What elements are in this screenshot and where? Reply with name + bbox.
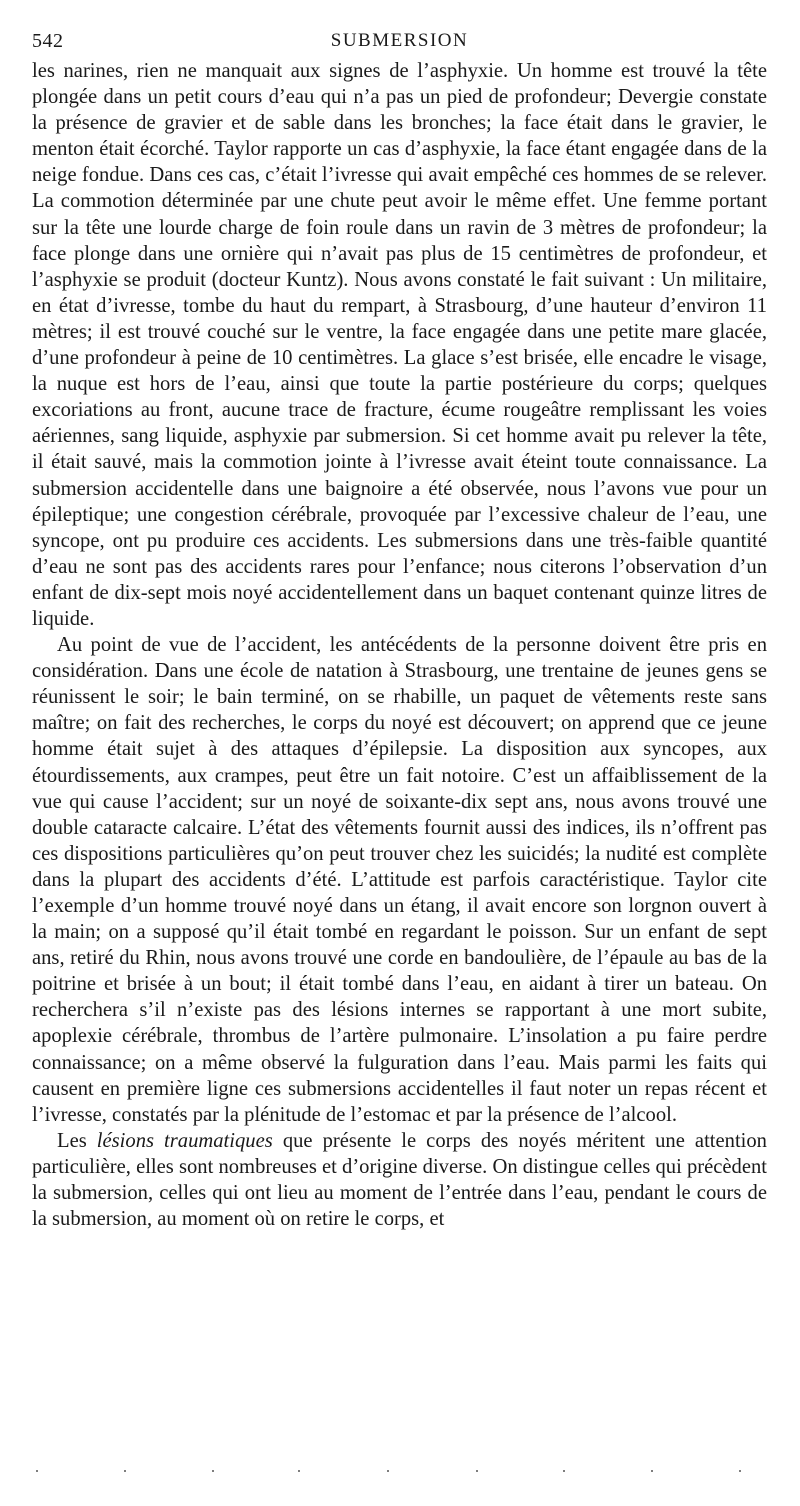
paragraph-3-lead: Les: [57, 1129, 87, 1152]
scan-speck: [739, 1470, 741, 1472]
running-head: [32, 28, 767, 58]
scan-speck: [651, 1470, 653, 1472]
book-page: [32, 28, 767, 1232]
scan-specks: [36, 1468, 766, 1474]
paragraph-3-rest: que présente le corps des noyés méritent une attention particulière, elles sont nombreuses et d’origine diverse. On distingue celles qui précèdent la submersion, celles qui ont lieu au moment de l’entrée dans l’eau, pendant le cours de la submersion, au moment où on retire le corps, et: [32, 1129, 767, 1231]
scan-speck: [387, 1470, 389, 1472]
paragraph-3: [32, 1128, 767, 1232]
scan-speck: [212, 1470, 214, 1472]
paragraph-3-italic: lésions traumatiques: [96, 1129, 273, 1152]
scan-speck: [298, 1470, 300, 1472]
page-number: 542: [32, 30, 64, 52]
scan-speck: [476, 1470, 478, 1472]
paragraph-1: les narines, rien ne manquait aux signes de l’asphyxie. Un homme est trouvé la tête plongée dans un petit cours d’eau qui n’a pas un pied de profondeur; Devergie constate la présence de gravier et de sable dans les bronches; la face était dans le gravier, le menton était écorché. Taylor rapporte un cas d’asphyxie, la face étant engagée dans de la neige fondue. Dans ces cas, c’était l’ivresse qui avait empêché ces hommes de se relever. La commotion déterminée par une chute peut avoir le même effet. Une femme portant sur la tête une lourde charge de foin roule dans un ravin de 3 mètres de profondeur; la face plonge dans une ornière qui n’avait pas plus de 15 centimètres de profondeur, et l’asphyxie se produit (docteur Kuntz). Nous avons constaté le fait suivant : Un militaire, en état d’ivresse, tombe du haut du rempart, à Strasbourg, d’une hauteur d’environ 11 mètres; il est trouvé couché sur le ventre, la face engagée dans une petite mare glacée, d’une profondeur à peine de 10 centimètres. La glace s’est brisée, elle encadre le visage, la nuque est hors de l’eau, ainsi que toute la partie postérieure du corps; quelques excoriations au front, aucune trace de fracture, écume rougeâtre remplissant les voies aériennes, sang liquide, asphyxie par submersion. Si cet homme avait pu relever la tête, il était sauvé, mais la commotion jointe à l’ivresse avait éteint toute connaissance. La submersion accidentelle dans une baignoire a été observée, nous l’avons vue pour un épileptique; une congestion cérébrale, provoquée par l’excessive chaleur de l’eau, une syncope, ont pu produire ces accidents. Les submersions dans une très-faible quantité d’eau ne sont pas des accidents rares pour l’enfance; nous citerons l’observation d’un enfant de dix-sept mois noyé accidentellement dans un baquet contenant quinze litres de liquide.: [32, 60, 767, 630]
paragraph-2: Au point de vue de l’accident, les antécédents de la personne doivent être pris en considération. Dans une école de natation à Strasbourg, une trentaine de jeunes gens se réunissent le soir; le bain terminé, on se rhabille, un paquet de vêtements reste sans maître; on fait des recherches, le corps du noyé est découvert; on apprend que ce jeune homme était sujet à des attaques d’épilepsie. La disposition aux syncopes, aux étourdissements, aux crampes, peut être un fait notoire. C’est un affaiblissement de la vue qui cause l’accident; sur un noyé de soixante-dix sept ans, nous avons trouvé une double cataracte calcaire. L’état des vêtements fournit aussi des indices, ils n’offrent pas ces dispositions particulières qu’on peut trouver chez les suicidés; la nudité est complète dans la plupart des accidents d’été. L’attitude est parfois caractéristique. Taylor cite l’exemple d’un homme trouvé noyé dans un étang, il avait encore son lorgnon ouvert à la main; on a supposé qu’il était tombé en regardant le poisson. Sur un enfant de sept ans, retiré du Rhin, nous avons trouvé une corde en bandoulière, de l’épaule au bas de la poitrine et brisée à un bout; il était tombé dans l’eau, en aidant à tirer un bateau. On recherchera s’il n’existe pas des lésions internes se rapportant à une mort subite, apoplexie cérébrale, thrombus de l’artère pulmonaire. L’insolation a pu faire perdre connaissance; on a même observé la fulguration dans l’eau. Mais parmi les faits qui causent en première ligne ces submersions accidentelles il faut noter un repas récent et l’ivresse, constatés par la plénitude de l’estomac et par la présence de l’alcool.: [32, 634, 767, 1126]
scan-speck: [563, 1470, 565, 1472]
section-title: SUBMERSION: [330, 30, 469, 51]
scan-speck: [36, 1470, 38, 1472]
scan-speck: [124, 1470, 126, 1472]
